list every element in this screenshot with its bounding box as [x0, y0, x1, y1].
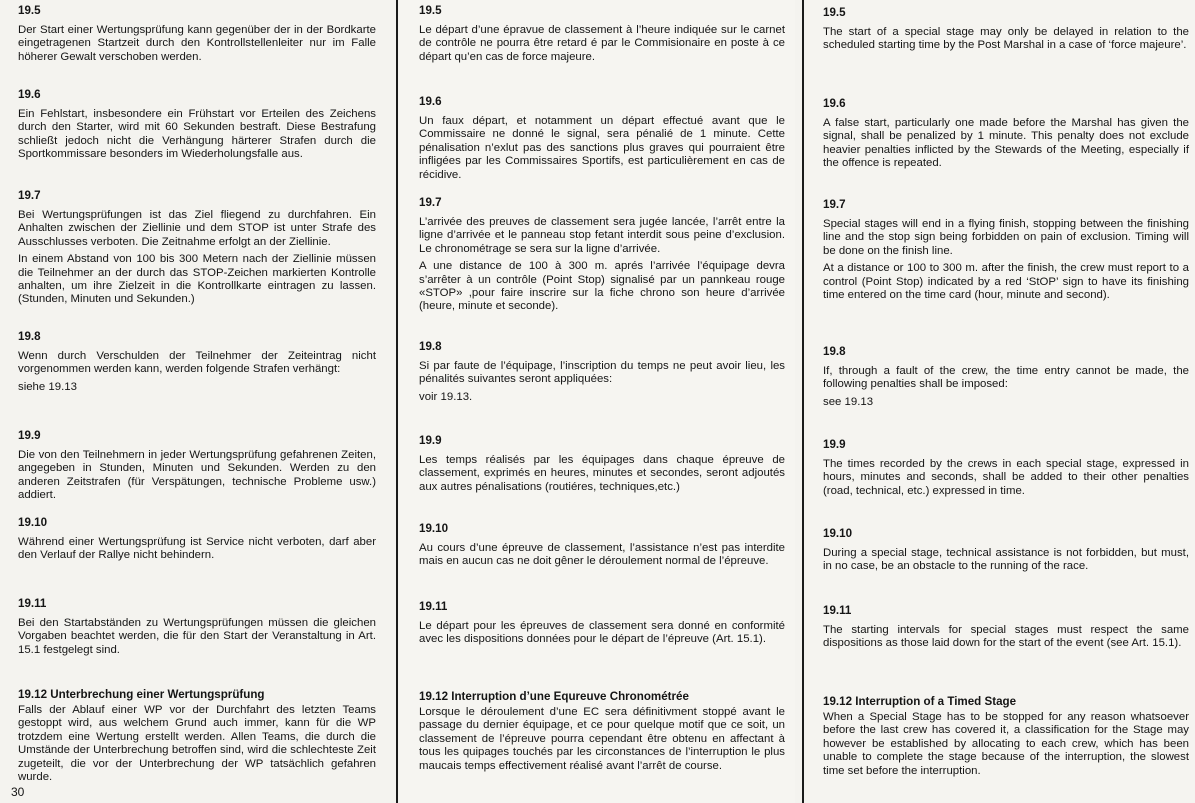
section	[419, 95, 785, 182]
section-number: 19.10	[823, 527, 853, 540]
section	[18, 597, 376, 657]
section	[419, 522, 785, 569]
section	[18, 688, 376, 784]
section-number: 19.5	[18, 4, 41, 17]
section	[419, 4, 785, 64]
section-number: 19.10	[18, 516, 48, 529]
section	[419, 434, 785, 494]
section-number: 19.5	[823, 6, 846, 19]
section	[419, 690, 785, 773]
section-number: 19.8	[419, 340, 442, 353]
page-number: 30	[11, 785, 25, 799]
paragraph: The times recorded by the crews in each special stage, expressed in hours, minutes and seconds, shall be added to their other penalties (road, technical, etc.) expressed in time.	[823, 458, 1189, 497]
german-column	[0, 0, 390, 803]
paragraph: Die von den Teilnehmern in jeder Wertungsprüfung gefahrenen Zeiten, angegeben in Stunden, Minuten und Sekunden. Werden zu den anderen Zeitstrafen (für Verspätungen, technische Probleme usw.) addiert.	[18, 449, 376, 502]
section	[823, 97, 1189, 171]
section	[18, 429, 376, 503]
section-number: 19.11	[419, 600, 448, 613]
paragraph: A false start, particularly one made before the Marshal has given the signal, shall be penalized by 1 minute. This penalty does not exclude heavier penalties inflicted by the Stewards of the Meeting, especially if the offence is repeated.	[823, 117, 1189, 170]
section-heading: 19.12 Interruption d’une Equreuve Chronométrée	[419, 690, 689, 703]
section	[419, 196, 785, 314]
paragraph: At a distance or 100 to 300 m. after the finish, the crew must report to a control (Point Stop) indicated by a red ‘StOP’ sign to have its finishing time entered on the time card (hour, minute and second).	[823, 262, 1189, 302]
paragraph: Le départ pour les épreuves de classement sera donné en conformité avec les dispositions données pour le départ de l’épreuve (Art. 15.1).	[419, 620, 785, 646]
section-number: 19.8	[823, 345, 846, 358]
section-number: 19.8	[18, 330, 41, 343]
section-number: 19.6	[18, 88, 41, 101]
paragraph: In einem Abstand von 100 bis 300 Metern nach der Ziellinie müssen die Teilnehmer an der durch das STOP-Zeichen markierten Kontrolle anhalten, um ihre Zielzeit in die Kontrollkarte eintragen zu lassen. (Stunden, Minuten und Sekunden.)	[18, 253, 376, 306]
section	[823, 6, 1189, 53]
section	[823, 695, 1189, 778]
section-number: 19.7	[419, 196, 442, 209]
paragraph: A une distance de 100 à 300 m. aprés l’arrivée l’équipage devra s’arrêter à un contrôle (Point Stop) signalisé par un pannkeau rouge «STOP» ,pour faire inscrire sur la fiche chrono son heure d’arrivée (heure, minute et seconde).	[419, 260, 785, 313]
section	[823, 198, 1189, 302]
paragraph: Bei Wertungsprüfungen ist das Ziel fliegend zu durchfahren. Ein Anhalten zwischen der Ziellinie und dem STOP ist unter Strafe des Ausschlusses verboten. Die Zeitnahme erfolgt an der Ziellinie.	[18, 209, 376, 248]
paragraph: Les temps réalisés par les équipages dans chaque épreuve de classement, exprimés en heures, minutes et secondes, seront adjoutés aux autres pénalisations (routiéres, techniques,etc.)	[419, 454, 785, 493]
section-number: 19.6	[419, 95, 442, 108]
paragraph: Lorsque le déroulement d’une EC sera définitivment stoppé avant le passage du dernier équipage, et ce pour quelque motif que ce soit, un classement de l’épreuve pourra cependant être obtenu en affectant à tous les quipages touchés par les circonstances de l’interruption le plus maucais temps effectivement réalisé avant l’arrêt de course.	[419, 706, 785, 772]
section	[823, 604, 1189, 651]
paragraph: Un faux départ, et notamment un départ effectué avant que le Commissaire ne donné le signal, sera pénalié de 1 minute. Cette pénalisation n’exlut pas des sanctions plus graves qui pourraient être infligées par les Commissaires Sportifs, est particulièrement en cas de récidive.	[419, 115, 785, 181]
section	[18, 88, 376, 162]
paragraph: Bei den Startabständen zu Wertungsprüfungen müssen die gleichen Vorgaben beachtet werden, die für den Start der Veranstaltung in Art. 15.1 festgelegt sind.	[18, 617, 376, 656]
section	[419, 340, 785, 404]
paragraph: L’arrivée des preuves de classement sera jugée lancée, l’arrêt entre la ligne d’arrivée et le panneau stop fetant interdit sous peine d’exclusion. Le chronométrage se sera sur la ligne d’arrivée.	[419, 216, 785, 255]
paragraph: Au cours d’une épreuve de classement, l’assistance n’est pas interdite mais en aucun cas ne doit gêner le déroulement normal de l’épreuve.	[419, 542, 785, 568]
section	[823, 345, 1189, 409]
section	[419, 600, 785, 647]
section	[18, 189, 376, 307]
paragraph: When a Special Stage has to be stopped for any reason whatsoever before the last crew has covered it, a classification for the Stage may however be established by allocating to each crew, which has been unable to complete the stage because of the interruption, the slowest time set before the interruption.	[823, 711, 1189, 777]
paragraph: Wenn durch Verschulden der Teilnehmer der Zeiteintrag nicht vorgenommen werden kann, werden folgende Strafen verhängt:	[18, 350, 376, 376]
column-divider	[802, 0, 804, 803]
column-divider	[396, 0, 398, 803]
section	[823, 438, 1189, 498]
section	[823, 527, 1189, 574]
paragraph: siehe 19.13	[18, 380, 77, 393]
paragraph: During a special stage, technical assistance is not forbidden, but must, in no case, be an obstacle to the running of the race.	[823, 547, 1189, 573]
paragraph: Während einer Wertungsprüfung ist Service nicht verboten, darf aber den Verlauf der Rallye nicht behindern.	[18, 536, 376, 562]
french-column	[399, 0, 795, 803]
paragraph: Der Start einer Wertungsprüfung kann gegenüber der in der Bordkarte eingetragenen Startzeit durch den Kontrollstellenleiter nur im Falle höherer Gewalt verschoben werden.	[18, 24, 376, 63]
section-number: 19.9	[18, 429, 41, 442]
section-number: 19.7	[823, 198, 846, 211]
paragraph: The starting intervals for special stages must respect the same dispositions as those laid down for the start of the event (see Art. 15.1).	[823, 624, 1189, 650]
section-number: 19.11	[18, 597, 47, 610]
section	[18, 4, 376, 64]
paragraph: If, through a fault of the crew, the time entry cannot be made, the following penalties shall be imposed:	[823, 365, 1189, 391]
section-number: 19.7	[18, 189, 41, 202]
section	[18, 330, 376, 394]
section-heading: 19.12 Interruption of a Timed Stage	[823, 695, 1017, 708]
paragraph: The start of a special stage may only be delayed in relation to the scheduled starting time by the Post Marshal in a case of ‘force majeure’.	[823, 26, 1189, 52]
paragraph: voir 19.13.	[419, 390, 473, 403]
section-number: 19.5	[419, 4, 442, 17]
paragraph: Falls der Ablauf einer WP vor der Durchfahrt des letzten Teams gestoppt wird, aus welchem Grund auch immer, kann für die WP trotzdem eine Wertung erstellt werden. Allen Teams, die durch die Umstände der Unterbrechung betroffen sind, wird die schlechteste Zeit zugeteilt, die vor der Unterbrechung der WP tatsächlich gefahren wurde.	[18, 704, 376, 784]
section-number: 19.10	[419, 522, 449, 535]
section-number: 19.9	[823, 438, 846, 451]
paragraph: Le départ d’une épravue de classement à l’heure indiquée sur le carnet de contrôle ne pourra être retard é par le Commisionaire en poste à ce départ qu’en cas de force majeure.	[419, 24, 785, 63]
section-number: 19.11	[823, 604, 852, 617]
paragraph: see 19.13	[823, 395, 874, 408]
section-number: 19.6	[823, 97, 846, 110]
section-heading: 19.12 Unterbrechung einer Wertungsprüfung	[18, 688, 265, 701]
paragraph: Si par faute de l’équipage, l’inscription du temps ne peut avoir lieu, les pénalités suivantes seront appliquées:	[419, 360, 785, 386]
english-column	[806, 0, 1195, 803]
paragraph: Special stages will end in a flying finish, stopping between the finishing line and the stop sign being forbidden on pain of exclusion. Timing will be done on the finish line.	[823, 218, 1189, 257]
paragraph: Ein Fehlstart, insbesondere ein Frühstart vor Erteilen des Zeichens durch den Starter, wird mit 60 Sekunden bestraft. Diese Bestrafung schließt jedoch nicht die Verhängung härterer Strafen durch die Sportkommissare besonders im Wiederholungsfalle aus.	[18, 108, 376, 161]
section	[18, 516, 376, 563]
section-number: 19.9	[419, 434, 442, 447]
